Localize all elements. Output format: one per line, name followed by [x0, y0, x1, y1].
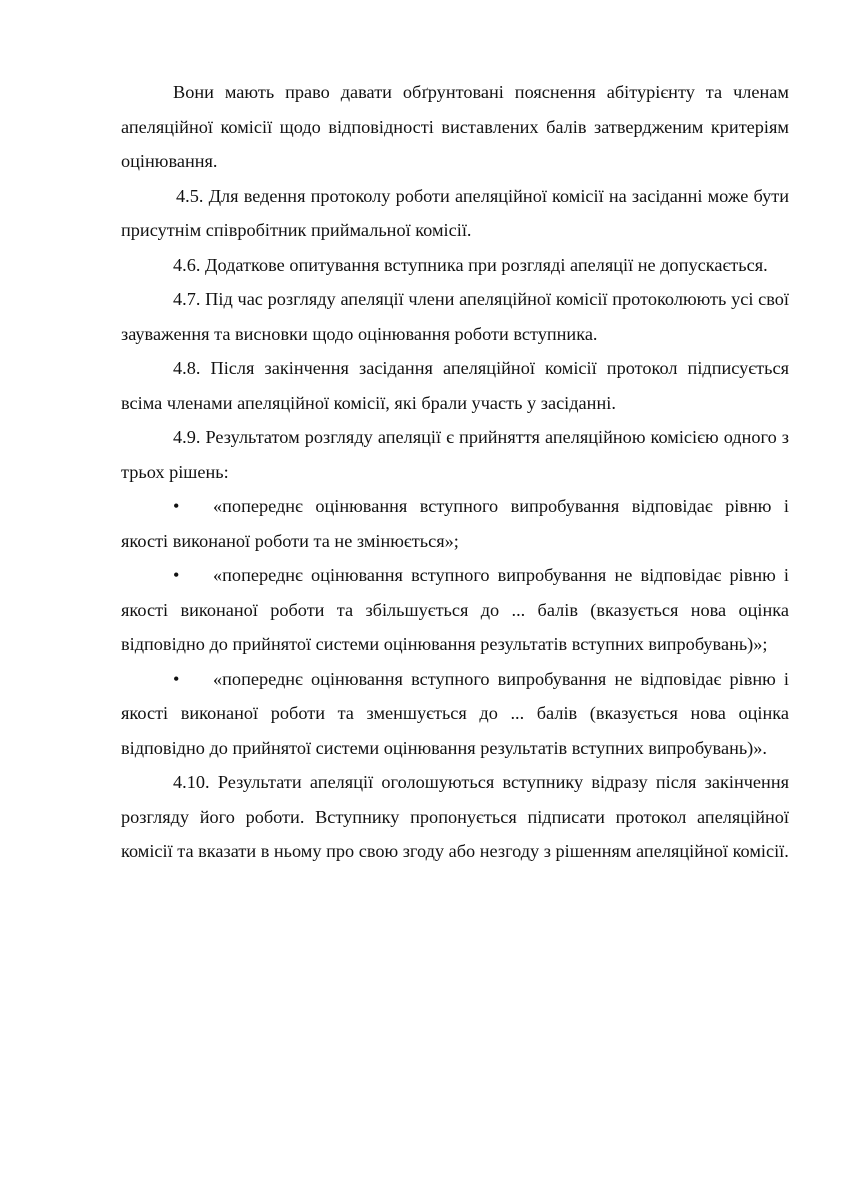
paragraph-text: Результатом розгляду апеляції є прийняття апеляційною комісією одного з трьох рішень:: [121, 427, 789, 482]
paragraph-4-5: [121, 179, 789, 248]
bullet-icon: •: [173, 565, 180, 585]
paragraph-text: Вони мають право давати обґрунтовані пояснення абітурієнту та членам апеляційної комісії щодо відповідності виставлених балів затвердженим критеріям оцінювання.: [121, 82, 789, 171]
bullet-item-2: [121, 558, 789, 662]
paragraph-number: 4.8.: [173, 358, 201, 378]
bullet-text: «попереднє оцінювання вступного випробування не відповідає рівню і якості виконаної роботи та збільшується до ... балів (вказується нова оцінка відповідно до прийнятої системи оцінювання результатів вступних випробувань)»;: [121, 565, 789, 654]
paragraph-4-8: [121, 351, 789, 420]
paragraph-4-9: [121, 420, 789, 489]
paragraph-text: Після закінчення засідання апеляційної комісії протокол підписується всіма членами апеляційної комісії, які брали участь у засіданні.: [121, 358, 789, 413]
paragraph-number: 4.7.: [173, 289, 201, 309]
paragraph-4-7: [121, 282, 789, 351]
bullet-text: «попереднє оцінювання вступного випробування не відповідає рівню і якості виконаної роботи та зменшується до ... балів (вказується нова оцінка відповідно до прийнятої системи оцінювання результатів вступних випробувань)».: [121, 668, 789, 758]
paragraph-text: Під час розгляду апеляції члени апеляційної комісії протоколюють усі свої зауваження та висновки щодо оцінювання роботи вступника.: [121, 289, 789, 344]
bullet-icon: •: [173, 668, 180, 689]
bullet-item-1: [121, 489, 789, 558]
paragraph-text: Додаткове опитування вступника при розгляді апеляції не допускається.: [205, 254, 768, 275]
paragraph-number: 4.5.: [176, 185, 204, 206]
paragraph-intro: [121, 75, 789, 179]
paragraph-number: 4.10.: [173, 772, 210, 792]
paragraph-text: Результати апеляції оголошуються вступнику відразу після закінчення розгляду його роботи. Вступнику пропонується підписати протокол апеляційної комісії та вказати в ньому про свою згоду або незгоду з рішенням апеляційної комісії.: [121, 772, 790, 861]
bullet-text: «попереднє оцінювання вступного випробування відповідає рівню і якості виконаної роботи та не змінюється»;: [121, 496, 789, 551]
document-body: [121, 75, 789, 869]
paragraph-4-10: [121, 765, 789, 869]
paragraph-number: 4.9.: [173, 427, 201, 447]
paragraph-4-6: [121, 248, 789, 283]
bullet-item-3: [121, 662, 789, 766]
paragraph-text: Для ведення протоколу роботи апеляційної комісії на засіданні може бути присутнім співробітник приймальної комісії.: [121, 185, 789, 240]
bullet-icon: •: [173, 496, 180, 516]
paragraph-number: 4.6.: [173, 254, 201, 275]
